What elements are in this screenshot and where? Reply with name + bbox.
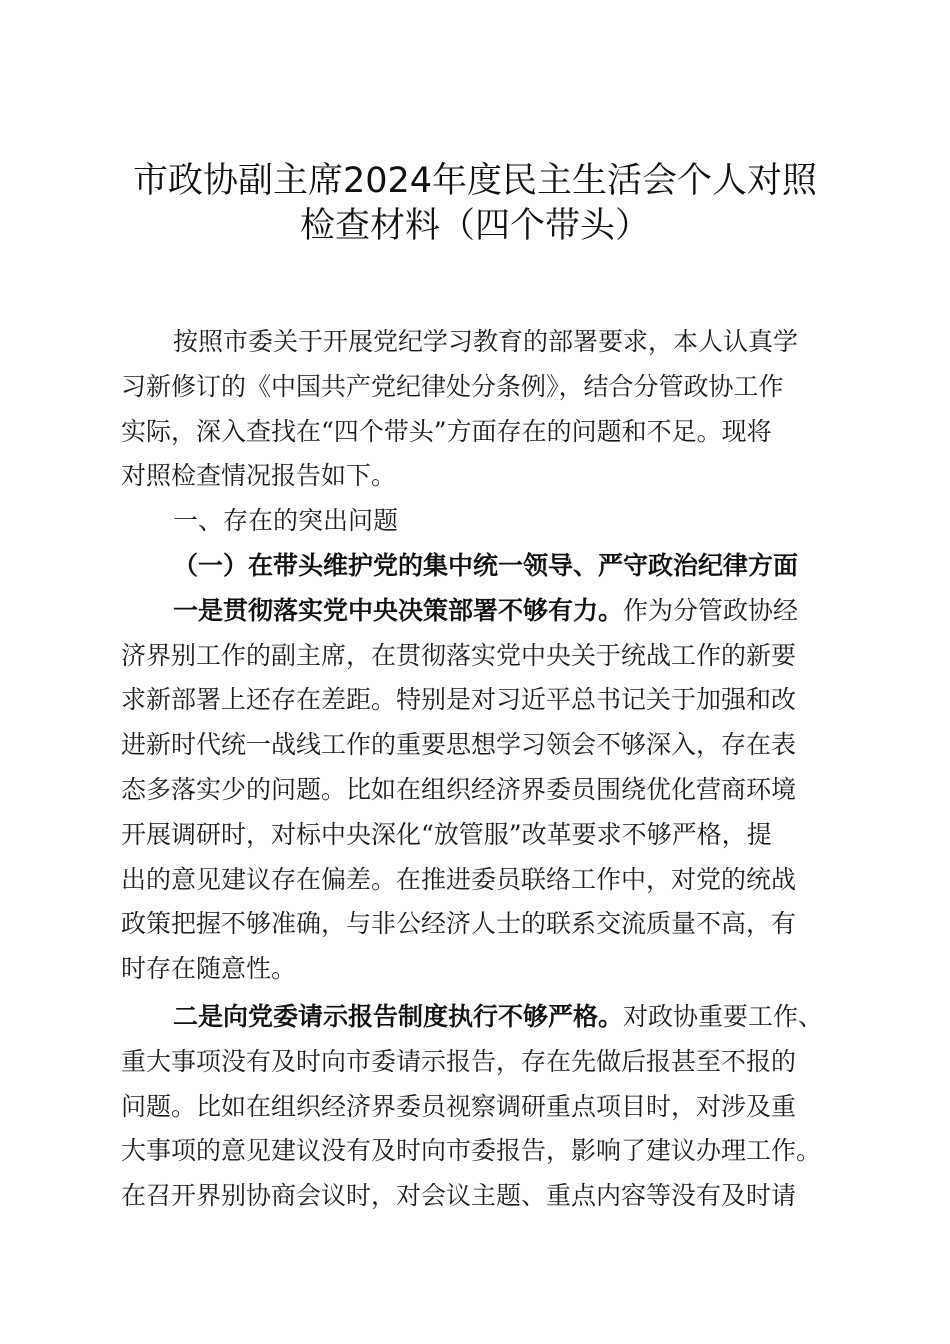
point-line: 求新部署上还存在差距。特别是对习近平总书记关于加强和改 — [121, 685, 797, 715]
title-line-1: 市政协副主席2024年度民主生活会个人对照 — [132, 161, 818, 201]
point-line: 出的意见建议存在偏差。在推进委员联络工作中，对党的统战 — [121, 864, 797, 894]
title-line-2: 检查材料（四个带头） — [299, 205, 650, 246]
point-lead: 二是向党委请示报告制度执行不够严格。 — [173, 1001, 624, 1031]
point-first-line — [121, 995, 836, 1040]
document-body — [121, 320, 836, 1219]
point-lead: 一是贯彻落实党中央决策部署不够有力。 — [173, 595, 624, 625]
point-line: 开展调研时，对标中央深化“放管服”改革要求不够严格，提 — [121, 819, 772, 849]
point-line: 在召开界别协商会议时，对会议主题、重点内容等没有及时请 — [121, 1181, 797, 1211]
intro-paragraph — [121, 320, 836, 499]
point-line: 问题。比如在组织经济界委员视察调研重点项目时，对涉及重 — [121, 1091, 797, 1121]
point-line: 重大事项没有及时向市委请示报告，存在先做后报甚至不报的 — [121, 1046, 797, 1076]
document-title — [100, 157, 850, 247]
subsection-heading: （一）在带头维护党的集中统一领导、严守政治纪律方面 — [173, 550, 799, 580]
point-2-paragraph — [121, 995, 836, 1219]
intro-line: 实际，深入查找在“四个带头”方面存在的问题和不足。现将 — [121, 416, 772, 446]
intro-line: 按照市委关于开展党纪学习教育的部署要求，本人认真学 — [173, 327, 799, 356]
point-line: 济界别工作的副主席，在贯彻落实党中央关于统战工作的新要 — [121, 640, 797, 670]
point-line: 大事项的意见建议没有及时向市委报告，影响了建议办理工作。 — [121, 1136, 822, 1166]
point-line: 态多落实少的问题。比如在组织经济界委员围绕优化营商环境 — [121, 774, 797, 804]
intro-line: 习新修订的《中国共产党纪律处分条例》，结合分管政协工作 — [121, 371, 784, 401]
point-line: 政策把握不够准确，与非公经济人士的联系交流质量不高，有 — [121, 909, 797, 939]
intro-line: 对照检查情况报告如下。 — [121, 461, 397, 491]
point-first-line — [121, 589, 836, 634]
point-line: 时存在随意性。 — [121, 954, 297, 984]
section-heading: 一、存在的突出问题 — [173, 506, 399, 536]
point-line: 进新时代统一战线工作的重要思想学习领会不够深入，存在表 — [121, 730, 797, 760]
point-lead-rest: 对政协重要工作、 — [623, 1001, 824, 1031]
point-lead-rest: 作为分管政协经 — [623, 595, 799, 625]
point-1-paragraph — [121, 589, 836, 992]
